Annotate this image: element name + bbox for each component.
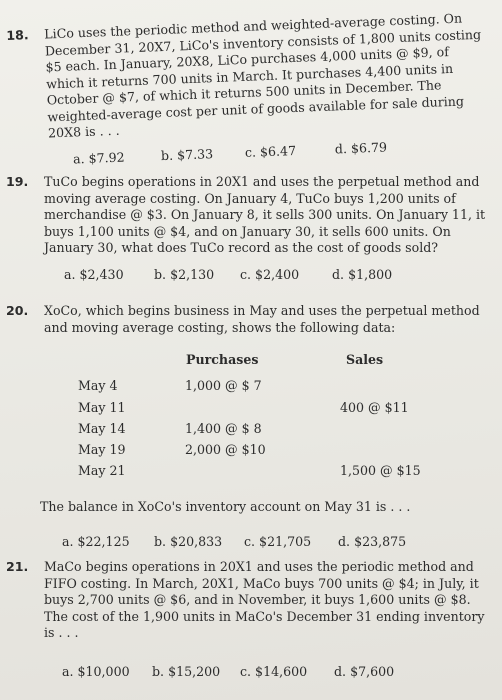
- row-purchases: 1,400 @ $ 8: [185, 421, 262, 436]
- option-a: a. $2,430: [64, 266, 124, 282]
- option-d: d. $23,875: [338, 534, 407, 549]
- row-sales: 400 @ $11: [340, 400, 409, 415]
- question-text: MaCo begins operations in 20X1 and uses the periodic method and FIFO costing. In March, 20X1, MaCo buys 700 units @ $4; in July, it buys 2,700 units @ $6, and in November, it buys 1,600 units @ $8. The cost of the 1,900 units in MaCo's December 31 ending inventory is . . .: [44, 559, 485, 640]
- row-sales: 1,500 @ $15: [340, 463, 421, 478]
- option-d: d. $1,800: [332, 266, 393, 282]
- option-a: a. $10,000: [62, 663, 130, 679]
- option-b: b. $20,833: [154, 534, 223, 549]
- row-purchases: 1,000 @ $ 7: [185, 378, 262, 393]
- row-date: May 4: [78, 378, 118, 393]
- option-b: b. $15,200: [152, 663, 221, 679]
- question-number: 20.: [6, 303, 29, 318]
- row-date: May 14: [78, 421, 126, 436]
- option-d: d. $7,600: [334, 663, 395, 679]
- option-b: b. $7.33: [160, 145, 214, 163]
- option-c: c. $14,600: [240, 663, 308, 679]
- question-followup: The balance in XoCo's inventory account on May 31 is . . .: [40, 499, 411, 514]
- question-text: LiCo uses the periodic method and weighted-average costing. On December 31, 20X7, LiCo's inventory consists of 1,800 units costing $5 each. In January, 20X8, LiCo purchases 4,000 units @ $9, of which it returns 700 units in March. It purchases 4,400 units in October @ $7, of which it returns 500 units in December. The weighted-average cost per unit of goods available for sale during 20X8 is . . .: [43, 10, 482, 141]
- question-20: [6, 303, 488, 336]
- question-number: 18.: [6, 27, 29, 43]
- question-number: 21.: [6, 559, 29, 574]
- question-number: 19.: [6, 174, 29, 189]
- question-20-options: [62, 534, 406, 549]
- purchases-header: Purchases: [186, 352, 259, 367]
- question-text: TuCo begins operations in 20X1 and uses the perpetual method and moving average costing. On January 4, TuCo buys 1,200 units of merchandise @ $3. On January 8, it sells 300 units. On January 11, it buys 1,100 units @ $4, and on January 30, it sells 600 units. On January 30, what does TuCo record as the cost of goods sold?: [44, 174, 486, 255]
- option-d: d. $6.79: [334, 138, 388, 156]
- option-a: a. $22,125: [62, 534, 130, 549]
- table-row: [78, 421, 478, 438]
- row-date: May 11: [78, 400, 126, 415]
- option-b: b. $2,130: [154, 266, 215, 282]
- option-c: c. $6.47: [244, 142, 297, 160]
- question-19: [6, 174, 488, 283]
- sales-header: Sales: [346, 352, 384, 367]
- table-row: [78, 463, 478, 480]
- question-21: [6, 559, 488, 680]
- table-row: [78, 378, 478, 395]
- option-c: c. $21,705: [244, 534, 312, 549]
- row-date: May 19: [78, 442, 126, 457]
- question-text: XoCo, which begins business in May and uses the perpetual method and moving average costing, shows the following data:: [44, 303, 480, 335]
- table-row: [78, 442, 478, 459]
- question-18: [6, 9, 493, 169]
- table-row: [78, 400, 478, 417]
- option-a: a. $7.92: [72, 149, 125, 167]
- row-date: May 21: [78, 463, 126, 478]
- option-c: c. $2,400: [240, 266, 300, 282]
- row-purchases: 2,000 @ $10: [185, 442, 266, 457]
